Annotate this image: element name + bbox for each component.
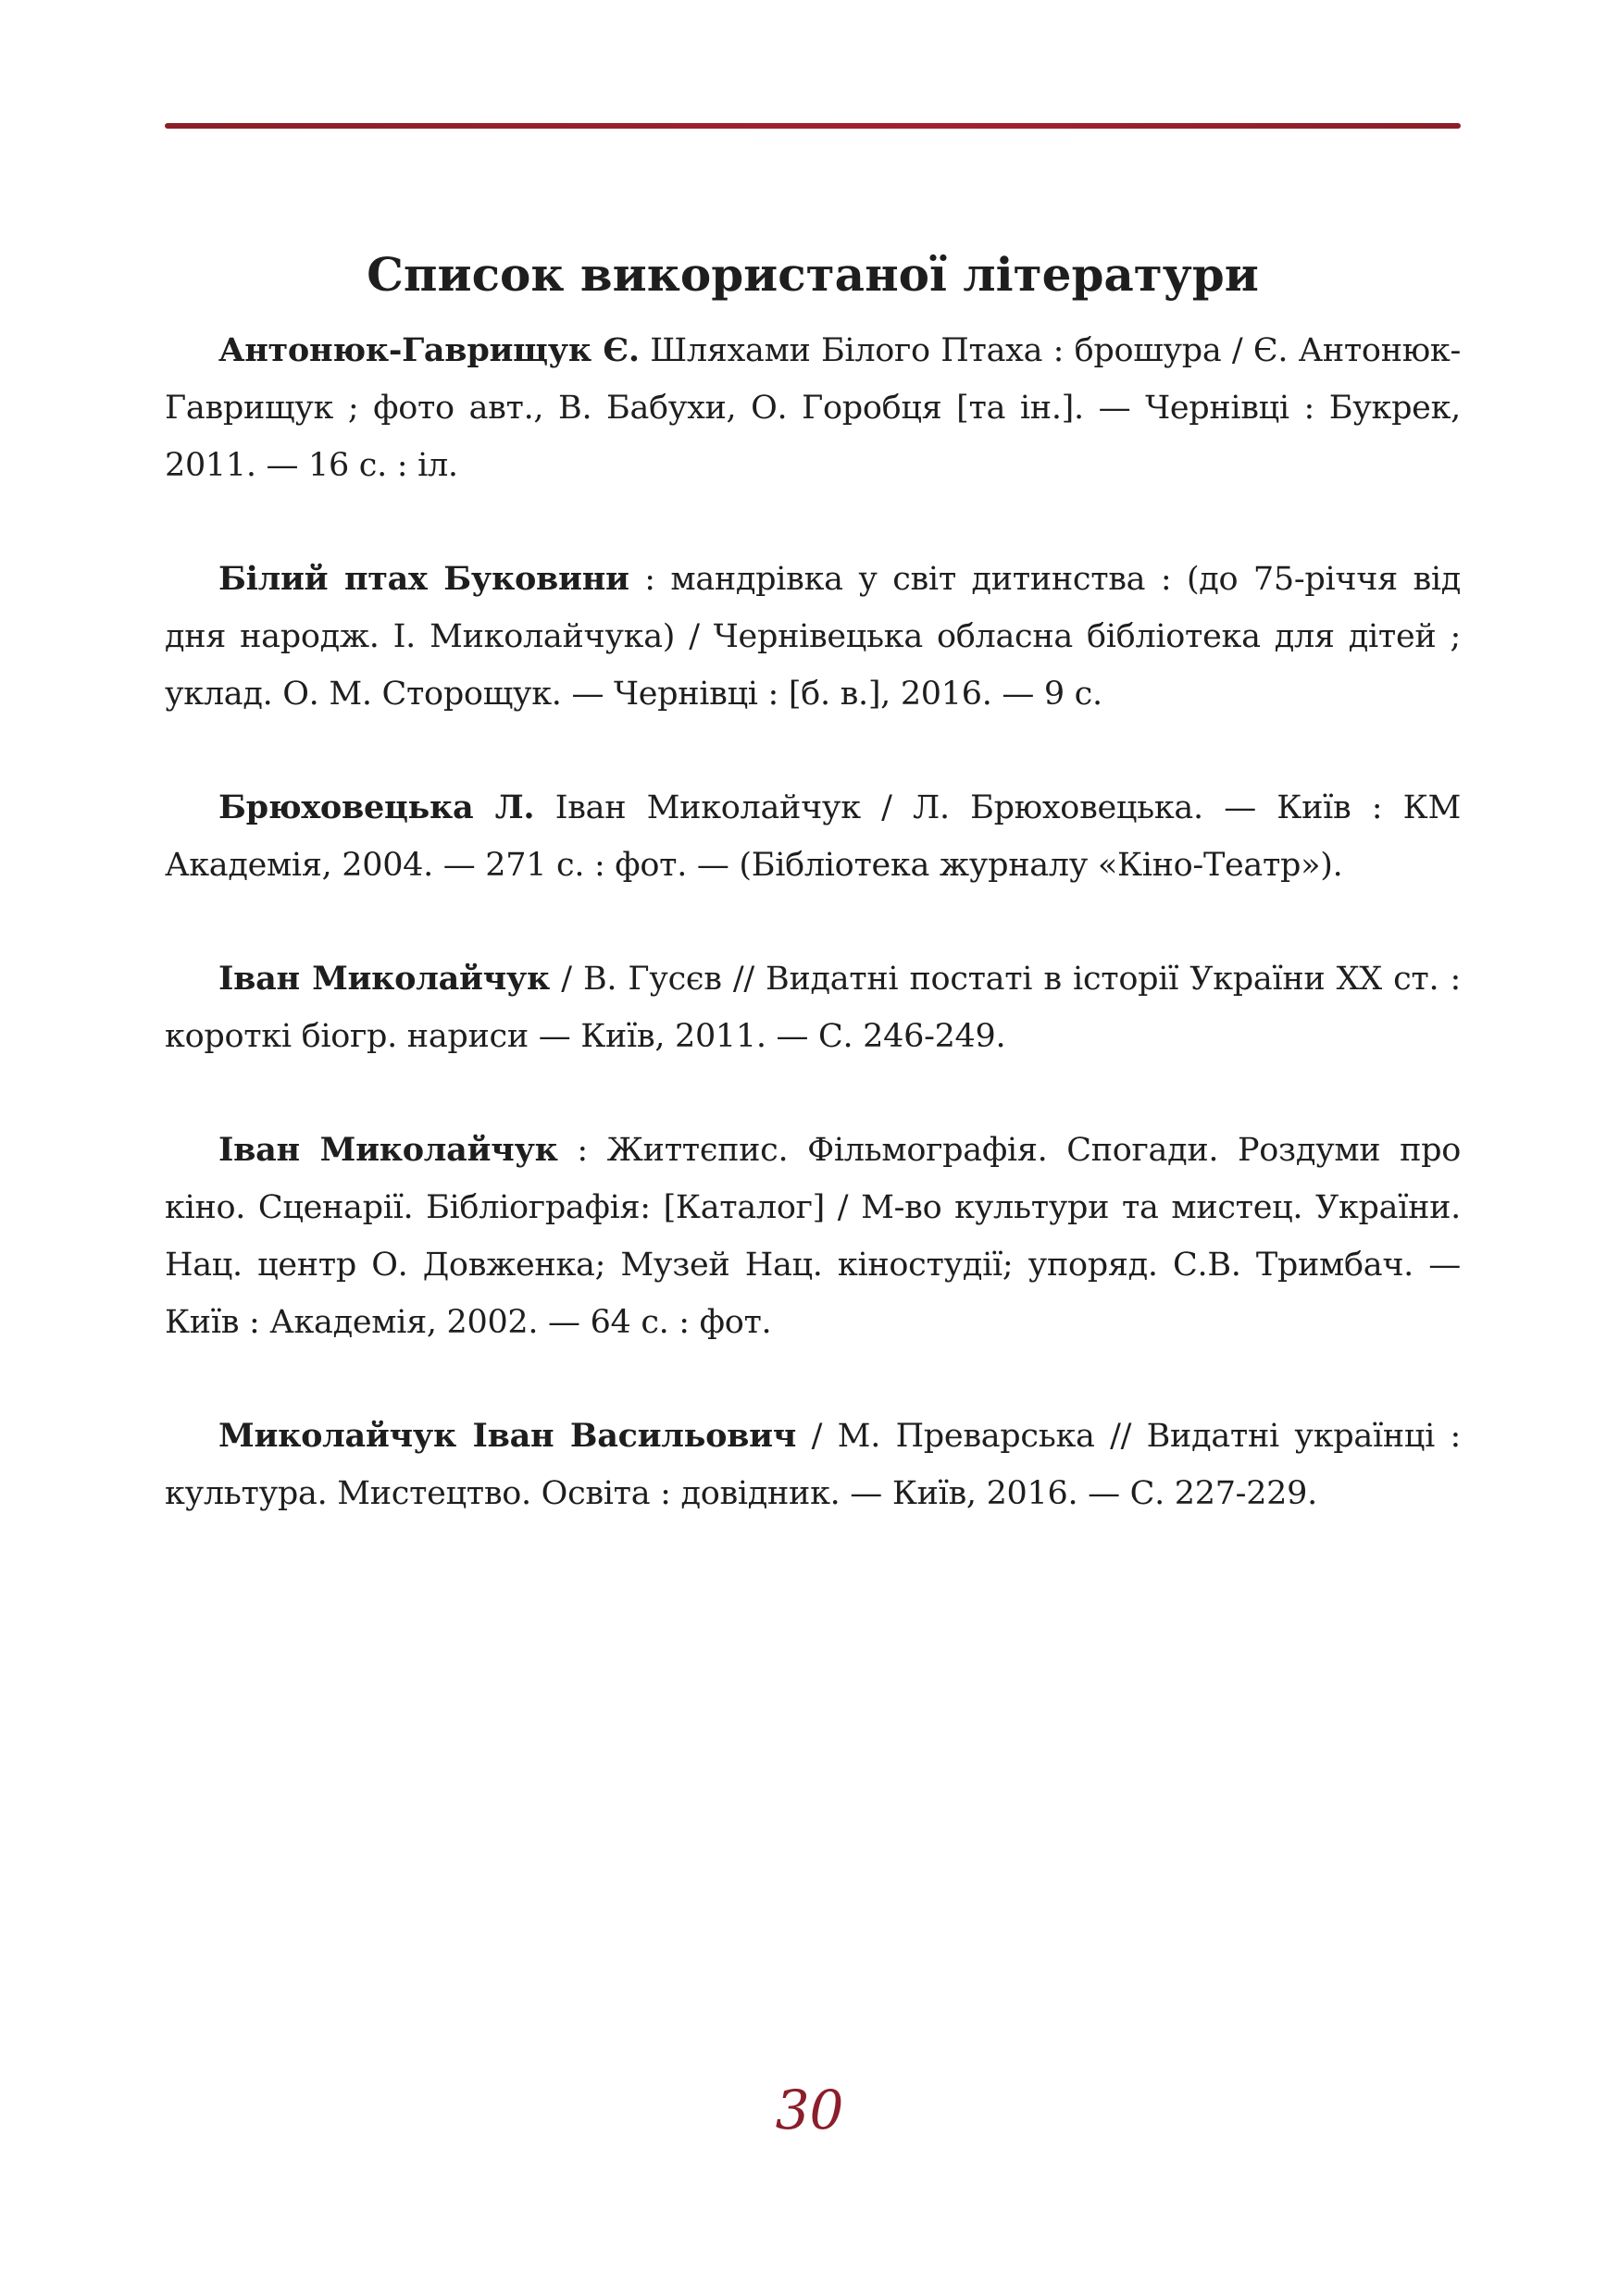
entry-text: / В. Гусєв // Видатні постаті в історії України ХХ ст. : короткі біогр. нариси — Київ, 2011. — С. 246-249. (165, 961, 1461, 1055)
entry-text: : мандрівка у світ дитинства : (до 75-річчя від дня народж. І. Миколайчука) / Чернівецька обласна бібліотека для дітей ; уклад. О. М. Сторощук. — Чернівці : [б. в.], 2016. — 9 с. (165, 561, 1462, 713)
entry-author: Іван Миколайчук (218, 960, 551, 998)
page-title: Список використаної літератури (367, 246, 1259, 302)
bibliography-entry (165, 1122, 1461, 1351)
page-number: 30 (775, 2079, 844, 2141)
entry-text: : Життєпис. Фільмографія. Спогади. Роздуми про кіно. Сценарії. Бібліографія: [Каталог] / М-во культури та мистец. України. Нац. центр О. Довженка; Музей Нац. кіностудії; упоряд. С.В. Тримбач. — Київ : Академія, 2002. — 64 с. : фот. (165, 1132, 1462, 1341)
entry-author: Брюховецька Л. (218, 788, 535, 826)
entry-author: Білий птах Буковини (218, 560, 629, 598)
entry-author: Іван Миколайчук (218, 1131, 558, 1169)
bibliography-entry (165, 950, 1461, 1065)
top-rule (165, 123, 1461, 129)
entry-text: / М. Преварська // Видатні українці : культура. Мистецтво. Освіта : довідник. — Київ, 2016. — С. 227-229. (165, 1418, 1462, 1512)
bibliography-entry (165, 779, 1461, 894)
bibliography-entry (165, 322, 1461, 494)
entry-author: Миколайчук Іван Васильович (218, 1417, 797, 1455)
bibliography-entry (165, 551, 1461, 723)
entry-author: Антонюк-Гаврищук Є. (218, 331, 640, 369)
entry-text: Шляхами Білого Птаха : брошура / Є. Антонюк-Гаврищук ; фото авт., В. Бабухи, О. Горобця [та ін.]. — Чернівці : Букрек, 2011. — 16 с. : іл. (165, 332, 1461, 484)
entry-text: Іван Миколайчук / Л. Брюховецька. — Київ : КМ Академія, 2004. — 271 с. : фот. — (Бібліотека журналу «Кіно-Театр»). (165, 789, 1461, 884)
bibliography-list (165, 322, 1461, 1579)
bibliography-entry (165, 1408, 1461, 1522)
